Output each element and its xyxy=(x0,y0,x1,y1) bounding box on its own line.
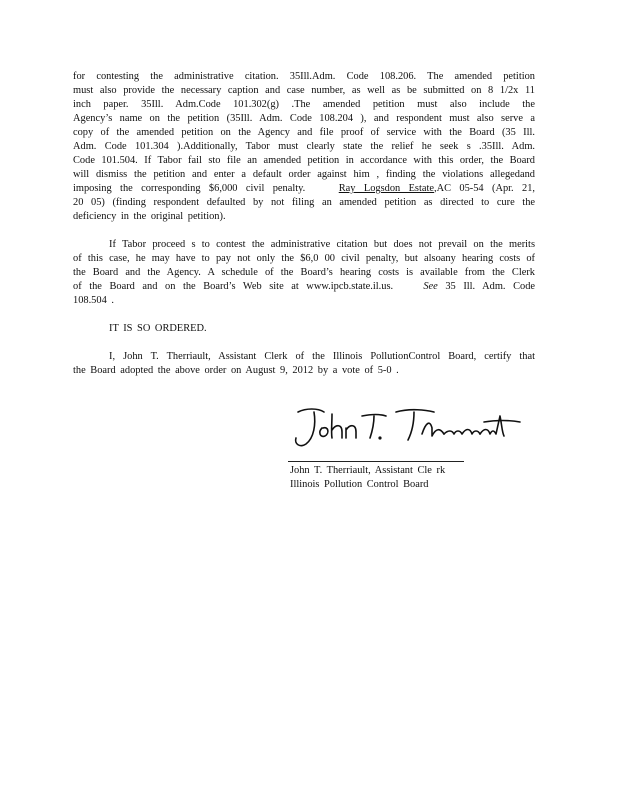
certification-paragraph xyxy=(73,350,535,378)
text-line-with-citation xyxy=(73,182,535,196)
text-fragment: 35 Ill. Adm. Code xyxy=(445,281,536,292)
signature-rule xyxy=(288,461,464,462)
text-line: inch paper. 35Ill. Adm.Code 101.302(g) .The amended petition must also include the xyxy=(73,99,535,110)
case-citation: ,AC 05-54 (Apr. 21, xyxy=(433,183,536,194)
text-line: 108.504 . xyxy=(73,295,114,306)
text-line: the Board and the Agency. A schedule of the Board’s hearing costs is available from the Clerk xyxy=(73,267,535,278)
paragraph-hearing-costs xyxy=(73,238,535,308)
signature-block xyxy=(290,464,445,492)
text-line: If Tabor proceed s to contest the administrative citation but does not prevail on the merits xyxy=(109,239,535,250)
text-line: will dismiss the petition and enter a default order against him , finding the violations allegedand xyxy=(73,169,535,180)
order-statement-paragraph xyxy=(73,322,535,336)
text-line: deficiency in the original petition). xyxy=(73,211,226,222)
text-line: for contesting the administrative citation. 35Ill.Adm. Code 108.206. The amended petition xyxy=(73,71,535,82)
text-line: 20 05) (finding respondent defaulted by not filing an amended petition as directed to cure the xyxy=(73,197,535,208)
text-fragment: imposing the corresponding $6,000 civil penalty. xyxy=(73,183,306,194)
case-name: Ray Logsdon Estate xyxy=(338,183,434,194)
paragraph-amended-petition xyxy=(73,70,535,224)
text-line-with-see xyxy=(73,280,535,294)
signatory-name-title: John T. Therriault, Assistant Cle rk xyxy=(290,465,446,476)
text-line: of this case, he may have to pay not only the $6,0 00 civil penalty, but alsoany hearing costs of xyxy=(73,253,535,264)
signatory-organization: Illinois Pollution Control Board xyxy=(290,479,429,490)
certification-line: the Board adopted the above order on August 9, 2012 by a vote of 5-0 . xyxy=(73,365,399,376)
text-line: Adm. Code 101.304 ).Additionally, Tabor must clearly state the relief he seek s .35Ill. Adm. xyxy=(73,141,535,152)
text-line: Agency’s name on the petition (35Ill. Adm. Code 108.204 ), and respondent must also serve a xyxy=(73,113,535,124)
certification-line: I, John T. Therriault, Assistant Clerk of the Illinois PollutionControl Board, certify that xyxy=(109,351,535,362)
text-fragment: of the Board and on the Board’s Web site at www.ipcb.state.il.us. xyxy=(73,281,394,292)
text-line: copy of the amended petition on the Agency and file proof of service with the Board (35 Ill. xyxy=(73,127,535,138)
text-line: Code 101.504. If Tabor fail sto file an amended petition in accordance with this order, the Board xyxy=(73,155,535,166)
order-statement: IT IS SO ORDERED. xyxy=(109,323,207,334)
handwritten-signature xyxy=(288,398,528,458)
text-line: must also provide the necessary caption and case number, as well as be submitted on 8 1/2x 11 xyxy=(73,85,535,96)
see-signal: See xyxy=(423,281,438,292)
